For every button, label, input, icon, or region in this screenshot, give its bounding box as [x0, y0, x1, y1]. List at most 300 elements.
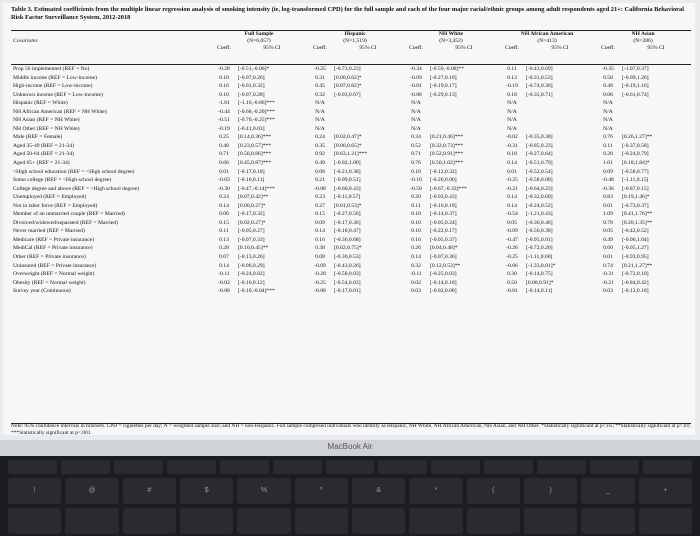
coefficient-cell: 0.03 — [603, 288, 613, 295]
coefficient-cell: 0.32 — [411, 262, 421, 269]
confidence-interval-cell: [-0.07,0.33] — [238, 236, 265, 243]
covariate-label: Aged 65+ (REF = 21-34) — [13, 160, 70, 167]
confidence-interval-cell: [-0.35,0.71] — [526, 91, 553, 98]
key[interactable]: ) — [524, 478, 577, 504]
coefficient-cell: -0.25 — [506, 254, 518, 261]
ci-header: 95% CI — [551, 45, 569, 51]
confidence-interval-cell: [-0.41,0.03] — [238, 125, 265, 132]
keyboard — [0, 456, 700, 536]
coefficient-cell: 0.11 — [411, 202, 421, 209]
coefficient-cell: 0.14 — [507, 194, 517, 201]
coefficient-cell: -0.08 — [314, 288, 326, 295]
confidence-interval-cell: [-0.93,0.95] — [622, 254, 649, 261]
group-n: (N=286) — [633, 38, 653, 44]
coefficient-cell: 0.49 — [315, 160, 325, 167]
function-key[interactable] — [167, 460, 216, 474]
key[interactable]: % — [237, 478, 290, 504]
coefficient-cell: -0.47 — [506, 236, 518, 243]
confidence-interval-cell — [621, 99, 691, 108]
confidence-interval-cell: [-0.43,0.26] — [334, 262, 361, 269]
confidence-interval-cell: [-0.16,0.11] — [238, 177, 265, 184]
table-row — [11, 142, 691, 151]
function-key[interactable] — [8, 460, 57, 474]
covariate-label: MediCal (REF = Private insurance) — [13, 245, 93, 252]
confidence-interval-cell: [-0.24,0.02] — [238, 271, 265, 278]
coefficient-cell: -0.50 — [410, 185, 422, 192]
coefficient-cell: -0.10 — [410, 177, 422, 184]
table-row — [11, 74, 691, 83]
covariate-label: Aged 50-64 (REF = 21-34) — [13, 151, 74, 158]
confidence-interval-cell: [0.07,0.82]* — [334, 83, 362, 90]
confidence-interval-cell: [-0.14,0.11] — [526, 288, 553, 295]
confidence-interval-cell: [-0.24,0.52] — [526, 202, 553, 209]
confidence-interval-cell: [-0.85,0.23] — [526, 142, 553, 149]
confidence-interval-cell: [-0.42,0.52] — [622, 228, 649, 235]
table-row — [11, 262, 691, 271]
coefficient-cell: 0.30 — [507, 271, 517, 278]
key[interactable]: + — [639, 478, 692, 504]
table-row — [11, 125, 691, 134]
table-row — [11, 270, 691, 279]
function-key[interactable] — [378, 460, 427, 474]
function-key[interactable] — [484, 460, 533, 474]
coefficient-cell: -0.28 — [218, 66, 230, 72]
table-caption — [11, 6, 691, 22]
coefficient-cell: 0.20 — [411, 194, 421, 201]
confidence-interval-cell: [0.02,0.47]* — [334, 134, 362, 141]
confidence-interval-cell: [-0.36,0.53] — [334, 254, 361, 261]
table-row — [11, 159, 691, 168]
covariate-label: Not in labor force (REF = Employed) — [13, 202, 98, 209]
coefficient-cell: 0.08 — [315, 254, 325, 261]
coefficient-cell: 0.71 — [219, 151, 229, 158]
coefficient-cell: -0.09 — [314, 262, 326, 269]
coefficient-cell: 0.11 — [219, 228, 229, 235]
table-row — [11, 244, 691, 253]
confidence-interval-cell: [0.50,1.02]*** — [430, 160, 464, 167]
confidence-interval-cell: [0.45,0.87]*** — [238, 160, 272, 167]
coefficient-cell: -0.11 — [218, 271, 230, 278]
confidence-interval-cell — [333, 99, 403, 108]
confidence-interval-cell: [0.56,0.86]*** — [238, 151, 272, 158]
coefficient-cell: 0.01 — [603, 254, 613, 261]
table-row — [11, 219, 691, 228]
ci-header: 95% CI — [455, 45, 473, 51]
group-n: (N=3,452) — [439, 38, 463, 44]
coefficient-cell: 0.01 — [219, 168, 229, 175]
table-row — [11, 82, 691, 91]
confidence-interval-cell — [525, 99, 595, 108]
confidence-interval-cell: [-0.07,0.36] — [430, 254, 457, 261]
confidence-interval-cell: [-0.32,0.60] — [526, 194, 553, 201]
function-key[interactable] — [643, 460, 692, 474]
coefficient-cell: 0.14 — [219, 202, 229, 209]
confidence-interval-cell: [0.26,1.27]** — [622, 134, 653, 141]
ci-header: 95% CI — [647, 45, 665, 51]
letter-key-row — [8, 508, 692, 534]
table-row — [11, 185, 691, 194]
key[interactable] — [8, 508, 61, 534]
confidence-interval-cell: [-0.01,0.32] — [238, 83, 265, 90]
table-row — [11, 227, 691, 236]
confidence-interval-cell: [-0.12,0.32] — [430, 168, 457, 175]
confidence-interval-cell: [-0.24,0.79] — [622, 151, 649, 158]
table-row — [11, 176, 691, 185]
coefficient-cell: N/A — [315, 100, 325, 107]
coefficient-cell: 0.05 — [603, 228, 613, 235]
confidence-interval-cell: [-0.58,0.03] — [334, 271, 361, 278]
confidence-interval-cell: [-0.02,0.08] — [430, 288, 457, 295]
confidence-interval-cell: [-0.18,0.47] — [334, 228, 361, 235]
confidence-interval-cell: [-0.14,0.37] — [430, 211, 457, 218]
coefficient-cell: -0.08 — [218, 288, 230, 295]
table-row — [11, 253, 691, 262]
group-n: (N=1,519) — [343, 38, 367, 44]
coefficient-cell: -0.02 — [506, 134, 518, 141]
key[interactable] — [639, 508, 692, 534]
coefficient-cell: 0.14 — [507, 202, 517, 209]
function-key[interactable] — [273, 460, 322, 474]
covariate-label: NH Other (REF = NH White) — [13, 125, 80, 132]
coefficient-cell: 0.10 — [219, 74, 229, 81]
key[interactable]: & — [352, 478, 405, 504]
table-row — [11, 150, 691, 159]
table-note: Note: 95% confidence intervals in brackets. CPD = cigarettes per day; N = weighted sample size; and NH = non-Hispanic. Full sample comprised individuals who identify as Hispanic, NH White, NH African American, NH Asian, and NH Other. *Statistically significant at p<.05; **Statistically significant at p<.01; ***Statistically significant at p<.001. — [11, 423, 691, 435]
coefficient-cell: -0.48 — [602, 177, 614, 184]
confidence-interval-cell: [-0.14,0.18] — [430, 279, 457, 286]
confidence-interval-cell: [-0.52,0.54] — [526, 168, 553, 175]
coefficient-cell: 0.08 — [315, 168, 325, 175]
coefficient-cell: 0.35 — [315, 142, 325, 149]
coefficient-cell: -0.08 — [410, 91, 422, 98]
covariate-label: Obesity (REF = Normal weight) — [13, 279, 86, 286]
confidence-interval-cell: [0.01,0.53]* — [334, 202, 362, 209]
confidence-interval-cell: [0.21,0.46]*** — [430, 134, 464, 141]
coefficient-cell: 0.92 — [315, 151, 325, 158]
key[interactable]: ( — [467, 478, 520, 504]
function-key-row — [8, 460, 692, 474]
confidence-interval-cell: [0.18,1.84]* — [622, 160, 650, 167]
coefficient-cell: 0.25 — [219, 134, 229, 141]
table-row — [11, 116, 691, 125]
coefficient-cell: 0.13 — [507, 74, 517, 81]
key[interactable]: @ — [65, 478, 118, 504]
confidence-interval-cell: [0.41,1.76]** — [622, 211, 653, 218]
coefficient-cell: 0.01 — [507, 168, 517, 175]
coefficient-cell: N/A — [603, 125, 613, 132]
coefficient-cell: -0.25 — [314, 279, 326, 286]
coefficient-cell: 0.52 — [411, 142, 421, 149]
confidence-interval-cell: [-0.09,1.26] — [622, 74, 649, 81]
function-key[interactable] — [590, 460, 639, 474]
confidence-interval-cell: [0.20,1.35]** — [622, 219, 653, 226]
group-header: NH Asian — [631, 31, 655, 37]
confidence-interval-cell: [-0.12,0.18] — [622, 288, 649, 295]
coefficient-cell: 0.06 — [603, 91, 613, 98]
confidence-interval-cell: [0.00,0.27]* — [238, 202, 266, 209]
group-header: NH African American — [520, 31, 574, 37]
coefficient-cell: 0.11 — [507, 66, 517, 72]
table-row — [11, 236, 691, 245]
covariate-label: Member of an unmarried couple (REF = Married) — [13, 211, 125, 218]
key[interactable]: _ — [581, 478, 634, 504]
coefficient-cell: -0.21 — [506, 185, 518, 192]
table-body — [11, 65, 691, 296]
coefficient-cell: 0.58 — [603, 74, 613, 81]
confidence-interval-cell: [0.21,1.27]** — [622, 262, 653, 269]
key[interactable]: # — [123, 478, 176, 504]
confidence-interval-cell: [-0.43,0.69] — [526, 66, 553, 72]
key[interactable] — [581, 508, 634, 534]
coefficient-cell: 0.14 — [315, 228, 325, 235]
coefficient-cell: 0.24 — [219, 194, 229, 201]
confidence-interval-cell: [-0.25,0.03] — [430, 271, 457, 278]
coefficient-cell: -0.25 — [314, 66, 326, 72]
function-key[interactable] — [61, 460, 110, 474]
key[interactable] — [180, 508, 233, 534]
confidence-interval-cell: [-0.59,-0.08]** — [430, 66, 465, 72]
coefficient-cell: N/A — [411, 108, 421, 115]
coefficient-cell: -0.35 — [602, 66, 614, 72]
table-row — [11, 133, 691, 142]
covariate-label: Divorced/widowed/separated (REF = Married) — [13, 219, 118, 226]
confidence-interval-cell: [-0.68,-0.20]*** — [238, 108, 275, 115]
coefficient-cell: N/A — [411, 125, 421, 132]
confidence-interval-cell: [-0.47,-0.14]*** — [238, 185, 275, 192]
coefficient-cell: 0.21 — [315, 177, 325, 184]
confidence-interval-cell: [-1.16,-0.86]*** — [238, 100, 275, 107]
key[interactable]: ! — [8, 478, 61, 504]
coefficient-cell: 0.66 — [219, 160, 229, 167]
confidence-interval-cell: [-0.17,0.18] — [238, 168, 265, 175]
coefficient-cell: N/A — [507, 108, 517, 115]
confidence-interval-cell: [-0.29,0.13] — [430, 91, 457, 98]
coefficient-cell: -0.02 — [218, 279, 230, 286]
confidence-interval-cell: [0.07,0.42]** — [238, 194, 269, 201]
covariate-label: Uninsured (REF = Private insurance) — [13, 262, 97, 269]
coefficient-cell: 0.15 — [315, 211, 325, 218]
confidence-interval-cell: [-0.16,0.18] — [430, 202, 457, 209]
covariate-label: Medicare (REF = Private insurance) — [13, 236, 95, 243]
key[interactable] — [524, 508, 577, 534]
confidence-interval-cell: [-0.73,0.37] — [622, 202, 649, 209]
key[interactable] — [295, 508, 348, 534]
coefficient-cell: 0.13 — [219, 236, 229, 243]
covariate-label: NH Asian (REF = NH White) — [13, 117, 80, 124]
coefficient-cell: 0.01 — [603, 202, 613, 209]
coefficient-cell: -0.34 — [410, 66, 422, 72]
confidence-interval-cell — [429, 116, 499, 125]
coefficient-cell: 0.27 — [315, 202, 325, 209]
confidence-interval-cell: [-0.84,0.42] — [622, 279, 649, 286]
ci-header: 95% CI — [359, 45, 377, 51]
confidence-interval-cell: [-1.21,0.43] — [526, 211, 553, 218]
coefficient-cell: -0.51 — [218, 117, 230, 124]
group-n: (N=6,057) — [247, 38, 271, 44]
confidence-interval-cell: [-0.76,-0.25]*** — [238, 117, 275, 124]
coefficient-cell: 0.40 — [219, 142, 229, 149]
coefficient-cell: 0.14 — [507, 160, 517, 167]
coefficient-cell: 0.34 — [411, 134, 421, 141]
confidence-interval-cell: [-0.58,0.08] — [526, 177, 553, 184]
table-row — [11, 168, 691, 177]
coefficient-cell: 0.74 — [603, 262, 613, 269]
confidence-interval-cell — [621, 125, 691, 134]
confidence-interval-cell: [-0.56,0.38] — [526, 228, 553, 235]
covariate-label: College degree and above (REF = <High school degree) — [13, 185, 139, 192]
table-row — [11, 91, 691, 100]
coefficient-cell: -0.31 — [602, 271, 614, 278]
coefficient-cell: -0.03 — [218, 177, 230, 184]
confidence-interval-cell: [-0.72,0.10] — [622, 271, 649, 278]
confidence-interval-cell: [-0.27,0.10] — [430, 74, 457, 81]
key[interactable] — [352, 508, 405, 534]
confidence-interval-cell — [429, 125, 499, 134]
confidence-interval-cell: [0.02,0.27]* — [238, 219, 266, 226]
confidence-interval-cell: [0.10,0.45]** — [238, 245, 269, 252]
confidence-interval-cell: [-0.64,0.23] — [526, 185, 553, 192]
confidence-interval-cell — [621, 108, 691, 117]
covariate-label: Other (REF = Private insurance) — [13, 254, 86, 261]
covariate-label: Male (REF = Female) — [13, 134, 63, 141]
confidence-interval-cell — [525, 125, 595, 134]
coefficient-cell: 0.10 — [411, 228, 421, 235]
coefficient-cell: -0.01 — [410, 83, 422, 90]
covariate-label: Unemployed (REF = Employed) — [13, 194, 87, 201]
coefficient-cell: 0.23 — [315, 194, 325, 201]
coefficient-cell: 0.24 — [315, 134, 325, 141]
coefficient-cell: 0.11 — [603, 142, 613, 149]
number-key-row — [8, 478, 692, 504]
coefficient-cell: 0.28 — [603, 151, 613, 158]
coefficient-cell: -0.66 — [506, 262, 518, 269]
coefficient-cell: 0.03 — [411, 288, 421, 295]
group-header: Hispanic — [344, 31, 366, 37]
coefficient-cell: 0.26 — [411, 245, 421, 252]
table-row — [11, 210, 691, 219]
confidence-interval-cell: [-0.17,0.36] — [334, 219, 361, 226]
function-key[interactable] — [431, 460, 480, 474]
coefficient-cell: 0.14 — [411, 254, 421, 261]
confidence-interval-cell: [-0.06,1.04] — [622, 236, 649, 243]
coefficient-cell: 0.18 — [507, 91, 517, 98]
key[interactable] — [65, 508, 118, 534]
confidence-interval-cell: [0.02,0.75]* — [334, 245, 362, 252]
coefficient-cell: 0.02 — [411, 279, 421, 286]
covariate-label: High-income (REF = Low-income) — [13, 83, 93, 90]
coefficient-cell: 0.05 — [507, 219, 517, 226]
laptop-brand: MacBook Air — [327, 442, 373, 451]
table-row — [11, 193, 691, 202]
confidence-interval-cell: [-0.09,0.51] — [334, 177, 361, 184]
confidence-interval-cell: [-0.51,0.79] — [526, 160, 553, 167]
coefficient-cell: -0.21 — [602, 279, 614, 286]
confidence-interval-cell: [-0.05,0.24] — [430, 219, 457, 226]
key[interactable] — [123, 508, 176, 534]
coefficient-cell: -0.28 — [314, 271, 326, 278]
table-header — [11, 31, 691, 52]
covariate-label: <High school education (REF = <High school degree) — [13, 168, 135, 175]
covariate-label: Survey year (Continuous) — [13, 288, 71, 295]
coefficient-cell: 0.83 — [603, 194, 613, 201]
confidence-interval-cell — [429, 108, 499, 117]
coefficient-cell: 1.09 — [603, 211, 613, 218]
confidence-interval-cell: [-0.72,0.20] — [526, 245, 553, 252]
document-page — [3, 3, 695, 435]
coefficient-cell: 0.16 — [411, 236, 421, 243]
confidence-interval-cell: [0.00,0.62]* — [334, 74, 362, 81]
covariate-label: NH African American (REF = NH White) — [13, 108, 107, 115]
group-header: NH White — [438, 31, 464, 37]
coefficient-cell: 0.32 — [315, 91, 325, 98]
confidence-interval-cell — [621, 116, 691, 125]
key[interactable] — [467, 508, 520, 534]
key[interactable]: * — [409, 478, 462, 504]
confidence-interval-cell: [-0.16,0.12] — [238, 279, 265, 286]
function-key[interactable] — [326, 460, 375, 474]
coef-header: Coeff. — [408, 45, 424, 51]
confidence-interval-cell: [-1.11,0.60] — [526, 254, 553, 261]
coefficient-cell: 1.01 — [603, 160, 613, 167]
confidence-interval-cell: [-0.17,0.32] — [238, 211, 265, 218]
coefficient-cell: N/A — [603, 108, 613, 115]
coefficient-cell: -0.09 — [506, 228, 518, 235]
ci-header: 95% CI — [263, 45, 281, 51]
confidence-interval-cell: [-0.19,1.16] — [622, 83, 649, 90]
coefficient-cell: N/A — [315, 117, 325, 124]
covariate-label: Prop 56 implemented (REF = No) — [13, 66, 90, 72]
coefficient-cell: 0.09 — [315, 219, 325, 226]
coef-header: Coeff. — [216, 45, 232, 51]
key[interactable]: ^ — [295, 478, 348, 504]
table-row — [11, 99, 691, 108]
confidence-interval-cell: [-0.36,0.68] — [334, 236, 361, 243]
confidence-interval-cell: [-0.74,0.36] — [526, 83, 553, 90]
coefficient-cell: -1.01 — [218, 100, 230, 107]
confidence-interval-cell: [-0.10,-0.04]*** — [238, 288, 275, 295]
function-key[interactable] — [220, 460, 269, 474]
coefficient-cell: -0.08 — [314, 185, 326, 192]
confidence-interval-cell: [-0.51,-0.06]* — [238, 66, 270, 72]
confidence-interval-cell: [-0.31,0.53] — [526, 74, 553, 81]
key[interactable] — [409, 508, 462, 534]
coefficient-cell: N/A — [603, 117, 613, 124]
confidence-interval-cell: [0.12,0.53]** — [430, 262, 461, 269]
confidence-interval-cell: [-0.07,0.26] — [238, 74, 265, 81]
key[interactable] — [237, 508, 290, 534]
confidence-interval-cell — [333, 116, 403, 125]
function-key[interactable] — [114, 460, 163, 474]
confidence-interval-cell — [333, 108, 403, 117]
covariate-label: Hispanic (REF = White) — [13, 100, 68, 107]
coefficient-cell: N/A — [507, 117, 517, 124]
table-caption-text: Table 3. Estimated coefficients from the multiple linear regression analysis of smoking intensity (ie, log-transformed CPD) for the full sample and each of the four major racial/ethnic groups among adult respondents aged 21+: California Behavioral Risk Factor Surveillance System, 2012-2018 — [11, 6, 684, 21]
confidence-interval-cell — [333, 125, 403, 134]
coefficient-cell: -0.11 — [410, 271, 422, 278]
confidence-interval-cell: [-0.61,0.74] — [622, 91, 649, 98]
coefficient-cell: 0.28 — [219, 245, 229, 252]
coefficient-cell: 0.78 — [603, 219, 613, 226]
confidence-interval-cell: [-0.06,0.29] — [238, 262, 265, 269]
key[interactable]: $ — [180, 478, 233, 504]
function-key[interactable] — [537, 460, 586, 474]
confidence-interval-cell: [0.32,0.73]*** — [430, 142, 464, 149]
coef-header: Coeff. — [505, 45, 520, 51]
coefficient-cell: 0.48 — [603, 83, 613, 90]
confidence-interval-cell: [-1.11,0.15] — [622, 177, 649, 184]
coefficient-cell: 0.16 — [315, 236, 325, 243]
table-row — [11, 202, 691, 211]
